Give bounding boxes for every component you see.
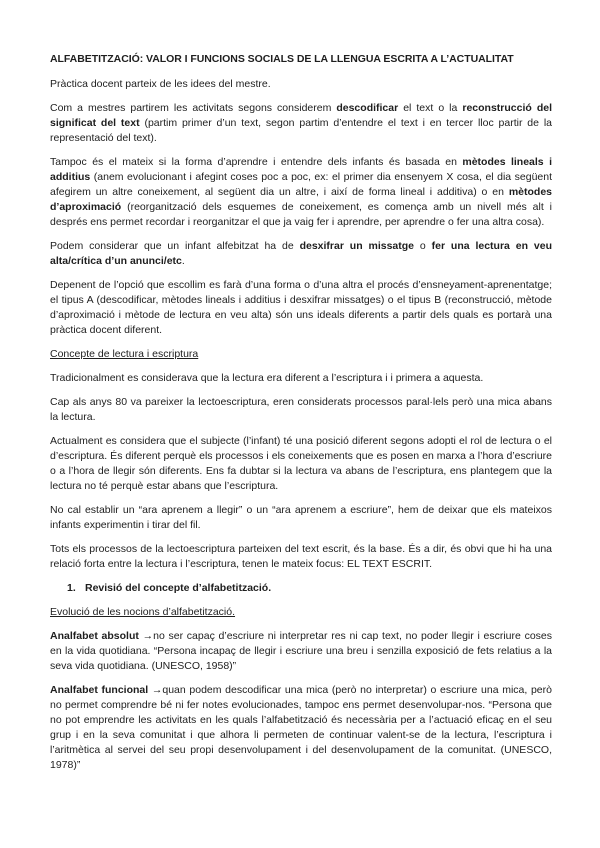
paragraph-literate-child: Podem considerar que un infant alfebitzat ha de desxifrar un missatge o fer una lectura en veu alta/crítica d’un anunci/etc.: [50, 240, 552, 267]
paragraph-eighties: Cap als anys 80 va pareixer la lectoescriptura, eren considerats processos paral·lels però una mica abans la lectura.: [50, 396, 552, 423]
paragraph-written-text: Tots els processos de la lectoescriptura parteixen del text escrit, és la base. És a dir, és obvi que hi ha una relació forta entre la lectura i l’escriptura, tenen le mateix focus: EL TEXT ESCRIT.: [50, 543, 552, 570]
paragraph-intro: Pràctica docent parteix de les idees del mestre.: [50, 78, 271, 90]
paragraph-methods: Tampoc és el mateix si la forma d’aprendre i entendre dels infants és basada en mètodes lineals i additius (anem evolucionant i afegint coses poc a poc, ex: el primer dia ensenyem X cosa, el dia següent afegirem un altre coneixement, al següent dia un altre, i així de forma lineal i additiva) o en mètodes d’aproximació (reorganització dels esquemes de coneixement, es comença amb un nivell més alt i després ens permet recordar i reorganitzar el que ja vaig fer i aprendre, per aprendre o fer una altra cosa).: [50, 156, 552, 228]
paragraph-currently: Actualment es considera que el subjecte (l’infant) té una posició diferent segons adopti el rol de lectura o el d’escriptura. És diferent perquè els processos i els coneixements que es posen en marxa a l’hora d’escriure o a l’hora de llegir són diferents. Ens fa dubtar si la lectura va abans de l’escriptura, ens plantegem que la lectura no té perquè estar abans que l’escriptura.: [50, 435, 552, 492]
section-heading-reading-writing: Concepte de lectura i escriptura: [50, 348, 199, 360]
paragraph-traditional: Tradicionalment es considerava que la lectura era diferent a l’escriptura i i primera a aquesta.: [50, 372, 484, 384]
document-page: [50, 52, 552, 782]
paragraph-option-types: Depenent de l’opció que escollim es farà d’una forma o d’una altra el procés d’ensneyament-aprenentatge; el tipus A (descodificar, mètodes lineals i additius i desxifrar missatges) o el tipus B (reconstrucció, mètode d’aproximació i mètode de lectura en veu alta) són uns ideals diferents a partir dels quals es portarà una pràctica docent diferent.: [50, 279, 552, 336]
paragraph-functional-illiterate: Analfabet funcional →quan podem descodificar una mica (però no interpretar) o escriure una mica, però no permet comprendre bé ni fer notes evolucionades, tampoc ens permet desenvolupar-nos. “Persona que no pot emprendre les activitats en les quals l’alfabetització és necessària per a l’actuació eficaç en el seu grup i en la seva comunitat i que alhora li permeten de continuar valent-se de la lectura, l’escriptura i l’aritmètica al servei del seu propi desenvolupament i del desenvolupament de la comunitat. (UNESCO, 1978)”: [50, 684, 552, 771]
paragraph-absolute-illiterate: Analfabet absolut →no ser capaç d’escriure ni interpretar res ni cap text, no poder llegir i escriure coses en la vida quotidiana. “Persona incapaç de llegir i escriure una breu i senzilla exposició de fets relatius a la seva vida quotidiana. (UNESCO, 1958)”: [50, 630, 552, 672]
section-heading-evolution: Evolució de les nocions d’alfabetització.: [50, 606, 236, 618]
paragraph-decode: Com a mestres partirem les activitats segons considerem descodificar el text o la reconstrucció del significat del text (partim primer d’un text, segon partim d’entendre el text i en tercer lloc partir de la representació del text).: [50, 102, 552, 144]
paragraph-no-need: No cal establir un “ara aprenem a llegir” o un “ara aprenem a escriure”, hem de deixar que els mateixos infants experimentin i tirar del fil.: [50, 504, 552, 531]
document-title: ALFABETITZACIÓ: VALOR I FUNCIONS SOCIALS DE LA LLENGUA ESCRITA A L’ACTUALITAT: [50, 53, 514, 65]
numbered-heading-1: 1. Revisió del concepte d’alfabetització.: [67, 582, 272, 594]
